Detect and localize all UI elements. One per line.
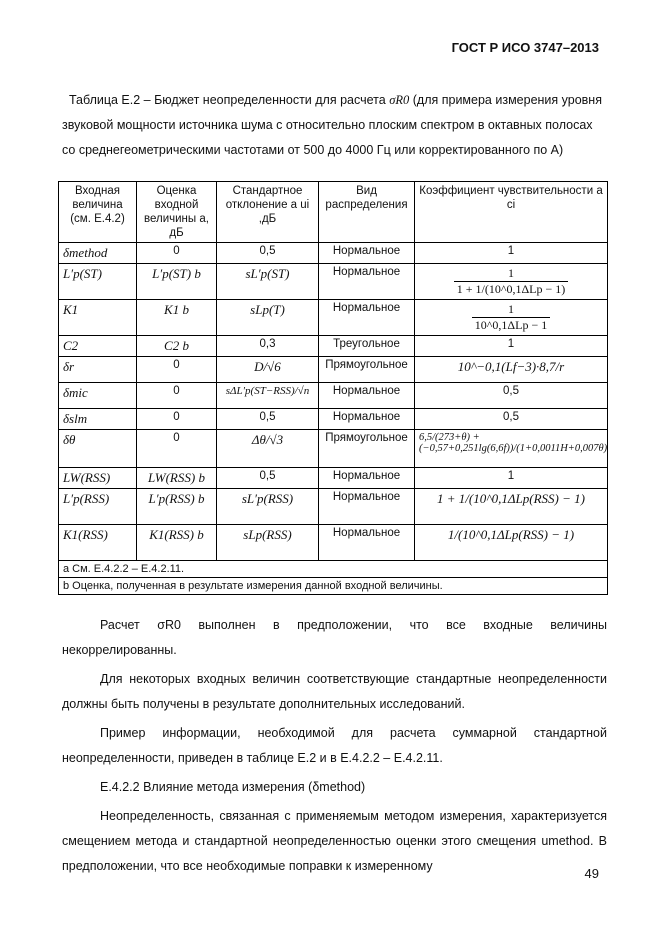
- caption-symbol: σR0: [389, 93, 410, 107]
- table-caption: [62, 88, 607, 163]
- header-distribution: Вид распределения: [319, 182, 415, 243]
- fraction-numerator: 1: [454, 266, 569, 282]
- table-row: [59, 409, 608, 430]
- table-row: [59, 336, 608, 357]
- cell-coefficient: [415, 300, 608, 336]
- coefficient-fraction: [472, 302, 550, 333]
- cell-distribution: Нормальное: [319, 468, 415, 489]
- table-row: [59, 383, 608, 409]
- cell-quantity: K1: [59, 300, 137, 336]
- cell-u: D/√6: [217, 357, 319, 383]
- cell-quantity: δmic: [59, 383, 137, 409]
- cell-coefficient: 1/(10^0,1ΔLp(RSS) − 1): [415, 525, 608, 561]
- cell-estimate: 0: [137, 409, 217, 430]
- cell-u: 0,5: [217, 243, 319, 264]
- cell-estimate: L′p(RSS) b: [137, 489, 217, 525]
- cell-quantity: L′p(RSS): [59, 489, 137, 525]
- cell-u: sLp(RSS): [217, 525, 319, 561]
- table-row: [59, 264, 608, 300]
- uncertainty-budget-table: [58, 181, 608, 595]
- cell-quantity: LW(RSS): [59, 468, 137, 489]
- cell-estimate: L′p(ST) b: [137, 264, 217, 300]
- section-heading: Е.4.2.2 Влияние метода измерения (δmethod): [100, 780, 366, 794]
- cell-u: 0,3: [217, 336, 319, 357]
- cell-u: sΔL′p(ST−RSS)/√n: [217, 383, 319, 409]
- cell-coefficient: 0,5: [415, 383, 608, 409]
- cell-quantity: δslm: [59, 409, 137, 430]
- cell-estimate: K1 b: [137, 300, 217, 336]
- cell-estimate: 0: [137, 357, 217, 383]
- paragraph: Для некоторых входных величин соответствующие стандартные неопределенности должны быть получены в результате дополнительных исследований.: [62, 672, 607, 711]
- cell-coefficient: 1 + 1/(10^0,1ΔLp(RSS) − 1): [415, 489, 608, 525]
- header-input-quantity: Входная величина (см. Е.4.2): [59, 182, 137, 243]
- document-header: ГОСТ Р ИСО 3747–2013: [451, 40, 599, 55]
- cell-u: sL′p(RSS): [217, 489, 319, 525]
- cell-quantity: δmethod: [59, 243, 137, 264]
- cell-distribution: Нормальное: [319, 264, 415, 300]
- cell-estimate: 0: [137, 243, 217, 264]
- cell-estimate: K1(RSS) b: [137, 525, 217, 561]
- cell-quantity: L′p(ST): [59, 264, 137, 300]
- fraction-denominator: 10^0,1ΔLp − 1: [474, 318, 548, 332]
- cell-coefficient: 1: [415, 468, 608, 489]
- table-note-row: [59, 578, 608, 595]
- coefficient-fraction: [454, 266, 569, 297]
- table-row: [59, 430, 608, 468]
- cell-distribution: Прямоугольное: [319, 357, 415, 383]
- cell-coefficient: 1: [415, 336, 608, 357]
- cell-coefficient: [415, 264, 608, 300]
- cell-u: Δθ/√3: [217, 430, 319, 468]
- cell-coefficient: 6,5/(273+θ) + (−0,57+0,251lg(6,6f))/(1+0,0011H+0,007θ): [415, 430, 608, 468]
- fraction-numerator: 1: [472, 302, 550, 318]
- cell-quantity: δr: [59, 357, 137, 383]
- table-row: [59, 357, 608, 383]
- table-row: [59, 489, 608, 525]
- table-header-row: [59, 182, 608, 243]
- caption-prefix: Таблица Е.2 – Бюджет неопределенности для расчета: [68, 93, 386, 107]
- cell-estimate: LW(RSS) b: [137, 468, 217, 489]
- header-std-deviation: Стандартное отклонение a ui ,дБ: [217, 182, 319, 243]
- header-sensitivity: Коэффициент чувствительности a ci: [415, 182, 608, 243]
- fraction-denominator: 1 + 1/(10^0,1ΔLp − 1): [456, 282, 566, 296]
- table-note-b: b Оценка, полученная в результате измерения данной входной величины.: [59, 578, 608, 595]
- paragraph: Расчет σR0 выполнен в предположении, что все входные величины некоррелированны.: [62, 618, 607, 657]
- cell-estimate: 0: [137, 430, 217, 468]
- cell-estimate: C2 b: [137, 336, 217, 357]
- cell-u: 0,5: [217, 409, 319, 430]
- cell-u: sLp(T): [217, 300, 319, 336]
- table-row: [59, 468, 608, 489]
- cell-coefficient: 0,5: [415, 409, 608, 430]
- table-row: [59, 525, 608, 561]
- cell-u: 0,5: [217, 468, 319, 489]
- cell-distribution: Нормальное: [319, 409, 415, 430]
- paragraph: Неопределенность, связанная с применяемым методом измерения, характеризуется смещением метода и стандартной неопределенностью оценки этого смещения umethod. В предположении, что все необходимые поправки к измеренному: [62, 809, 607, 873]
- cell-distribution: Нормальное: [319, 243, 415, 264]
- cell-distribution: Нормальное: [319, 383, 415, 409]
- cell-coefficient: 1: [415, 243, 608, 264]
- cell-distribution: Нормальное: [319, 300, 415, 336]
- caption-rest: (для примера измерения уровня звуковой мощности источника шума с относительно плоским спектром в октавных полосах со среднегеометрическими частотами от 500 до 4000 Гц или корректированного по A): [62, 93, 602, 157]
- cell-distribution: Нормальное: [319, 525, 415, 561]
- cell-distribution: Прямоугольное: [319, 430, 415, 468]
- paragraph: Пример информации, необходимой для расчета суммарной стандартной неопределенности, приведен в таблице Е.2 и в Е.4.2.2 – Е.4.2.11.: [62, 726, 607, 765]
- page-number: 49: [584, 866, 599, 881]
- table-row: [59, 243, 608, 264]
- cell-quantity: C2: [59, 336, 137, 357]
- cell-distribution: Нормальное: [319, 489, 415, 525]
- cell-u: sL′p(ST): [217, 264, 319, 300]
- cell-quantity: δθ: [59, 430, 137, 468]
- cell-estimate: 0: [137, 383, 217, 409]
- table-note-a: a См. Е.4.2.2 – Е.4.2.11.: [59, 561, 608, 578]
- cell-quantity: K1(RSS): [59, 525, 137, 561]
- cell-coefficient: 10^−0,1(Lf−3)·8,7/r: [415, 357, 608, 383]
- table-row: [59, 300, 608, 336]
- body-text: [62, 613, 607, 879]
- header-estimate: Оценка входной величины a, дБ: [137, 182, 217, 243]
- cell-distribution: Треугольное: [319, 336, 415, 357]
- table-note-row: [59, 561, 608, 578]
